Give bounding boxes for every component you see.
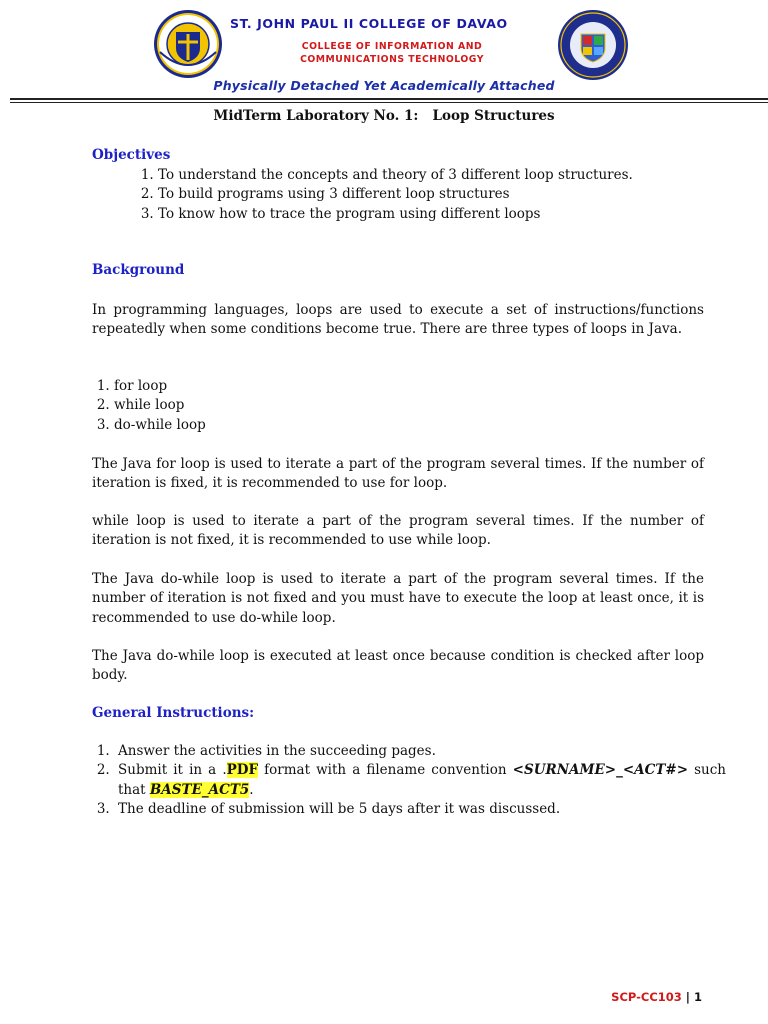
list-item: 1. for loop xyxy=(114,377,206,396)
general-instructions-list xyxy=(92,742,726,819)
page-footer xyxy=(611,990,702,1004)
instruction-text: format with a filename convention xyxy=(258,762,513,779)
college-tagline: Physically Detached Yet Academically Attached xyxy=(213,78,555,93)
department-line-2: COMMUNICATIONS TECHNOLOGY xyxy=(300,54,484,65)
for-loop-paragraph: The Java for loop is used to iterate a part of the program several times. If the number of iteration is fixed, it is recommended to use for loop. xyxy=(92,456,704,492)
college-name: ST. JOHN PAUL II COLLEGE OF DAVAO xyxy=(230,16,508,31)
list-item xyxy=(114,761,726,800)
list-item: 2. To build programs using 3 different loop structures xyxy=(158,185,724,204)
course-code: SCP-CC103 xyxy=(611,990,682,1004)
pdf-format-highlight: PDF xyxy=(226,762,259,779)
filename-convention: <SURNAME>_<ACT#> xyxy=(512,762,689,779)
list-item: 1. To understand the concepts and theory of 3 different loop structures. xyxy=(158,166,724,185)
loop-types-list xyxy=(92,377,206,435)
department-line-1: COLLEGE OF INFORMATION AND xyxy=(301,41,483,52)
general-instructions-heading: General Instructions: xyxy=(92,705,255,721)
instruction-text: Submit it in a . xyxy=(118,762,227,779)
while-loop-paragraph: while loop is used to iterate a part of the program several times. If the number of iteration is not fixed, it is recommended to use while loop. xyxy=(92,513,704,549)
list-item: 3. The deadline of submission will be 5 days after it was discussed. xyxy=(114,800,726,819)
cict-seal-logo xyxy=(556,8,630,82)
document-title: MidTerm Laboratory No. 1: Loop Structures xyxy=(213,108,555,124)
department-name xyxy=(258,40,526,66)
instruction-text: . xyxy=(249,781,254,798)
list-item: 2. while loop xyxy=(114,396,206,415)
page-number: 1 xyxy=(693,990,702,1004)
list-item: 3. To know how to trace the program using different loops xyxy=(158,205,724,224)
header-divider xyxy=(10,98,768,100)
header-divider-thin xyxy=(10,102,768,103)
instruction-text: such that xyxy=(118,762,727,798)
background-heading: Background xyxy=(92,262,185,278)
footer-separator: | xyxy=(681,990,694,1004)
list-item: 1. Answer the activities in the succeeding pages. xyxy=(114,742,726,761)
college-seal-logo xyxy=(152,8,224,80)
objectives-list xyxy=(138,166,724,224)
background-intro: In programming languages, loops are used to execute a set of instructions/functions repeatedly when some conditions become true. There are three types of loops in Java. xyxy=(92,302,704,338)
do-while-loop-paragraph: The Java do-while loop is used to iterate a part of the program several times. If the number of iteration is not fixed and you must have to execute the loop at least once, it is recommended to use do-while loop. xyxy=(92,571,704,626)
list-item: 3. do-while loop xyxy=(114,416,206,435)
objectives-heading: Objectives xyxy=(92,147,171,163)
do-while-note-paragraph: The Java do-while loop is executed at least once because condition is checked after loop body. xyxy=(92,648,704,684)
filename-example-highlight: BASTE_ACT5 xyxy=(149,781,250,798)
